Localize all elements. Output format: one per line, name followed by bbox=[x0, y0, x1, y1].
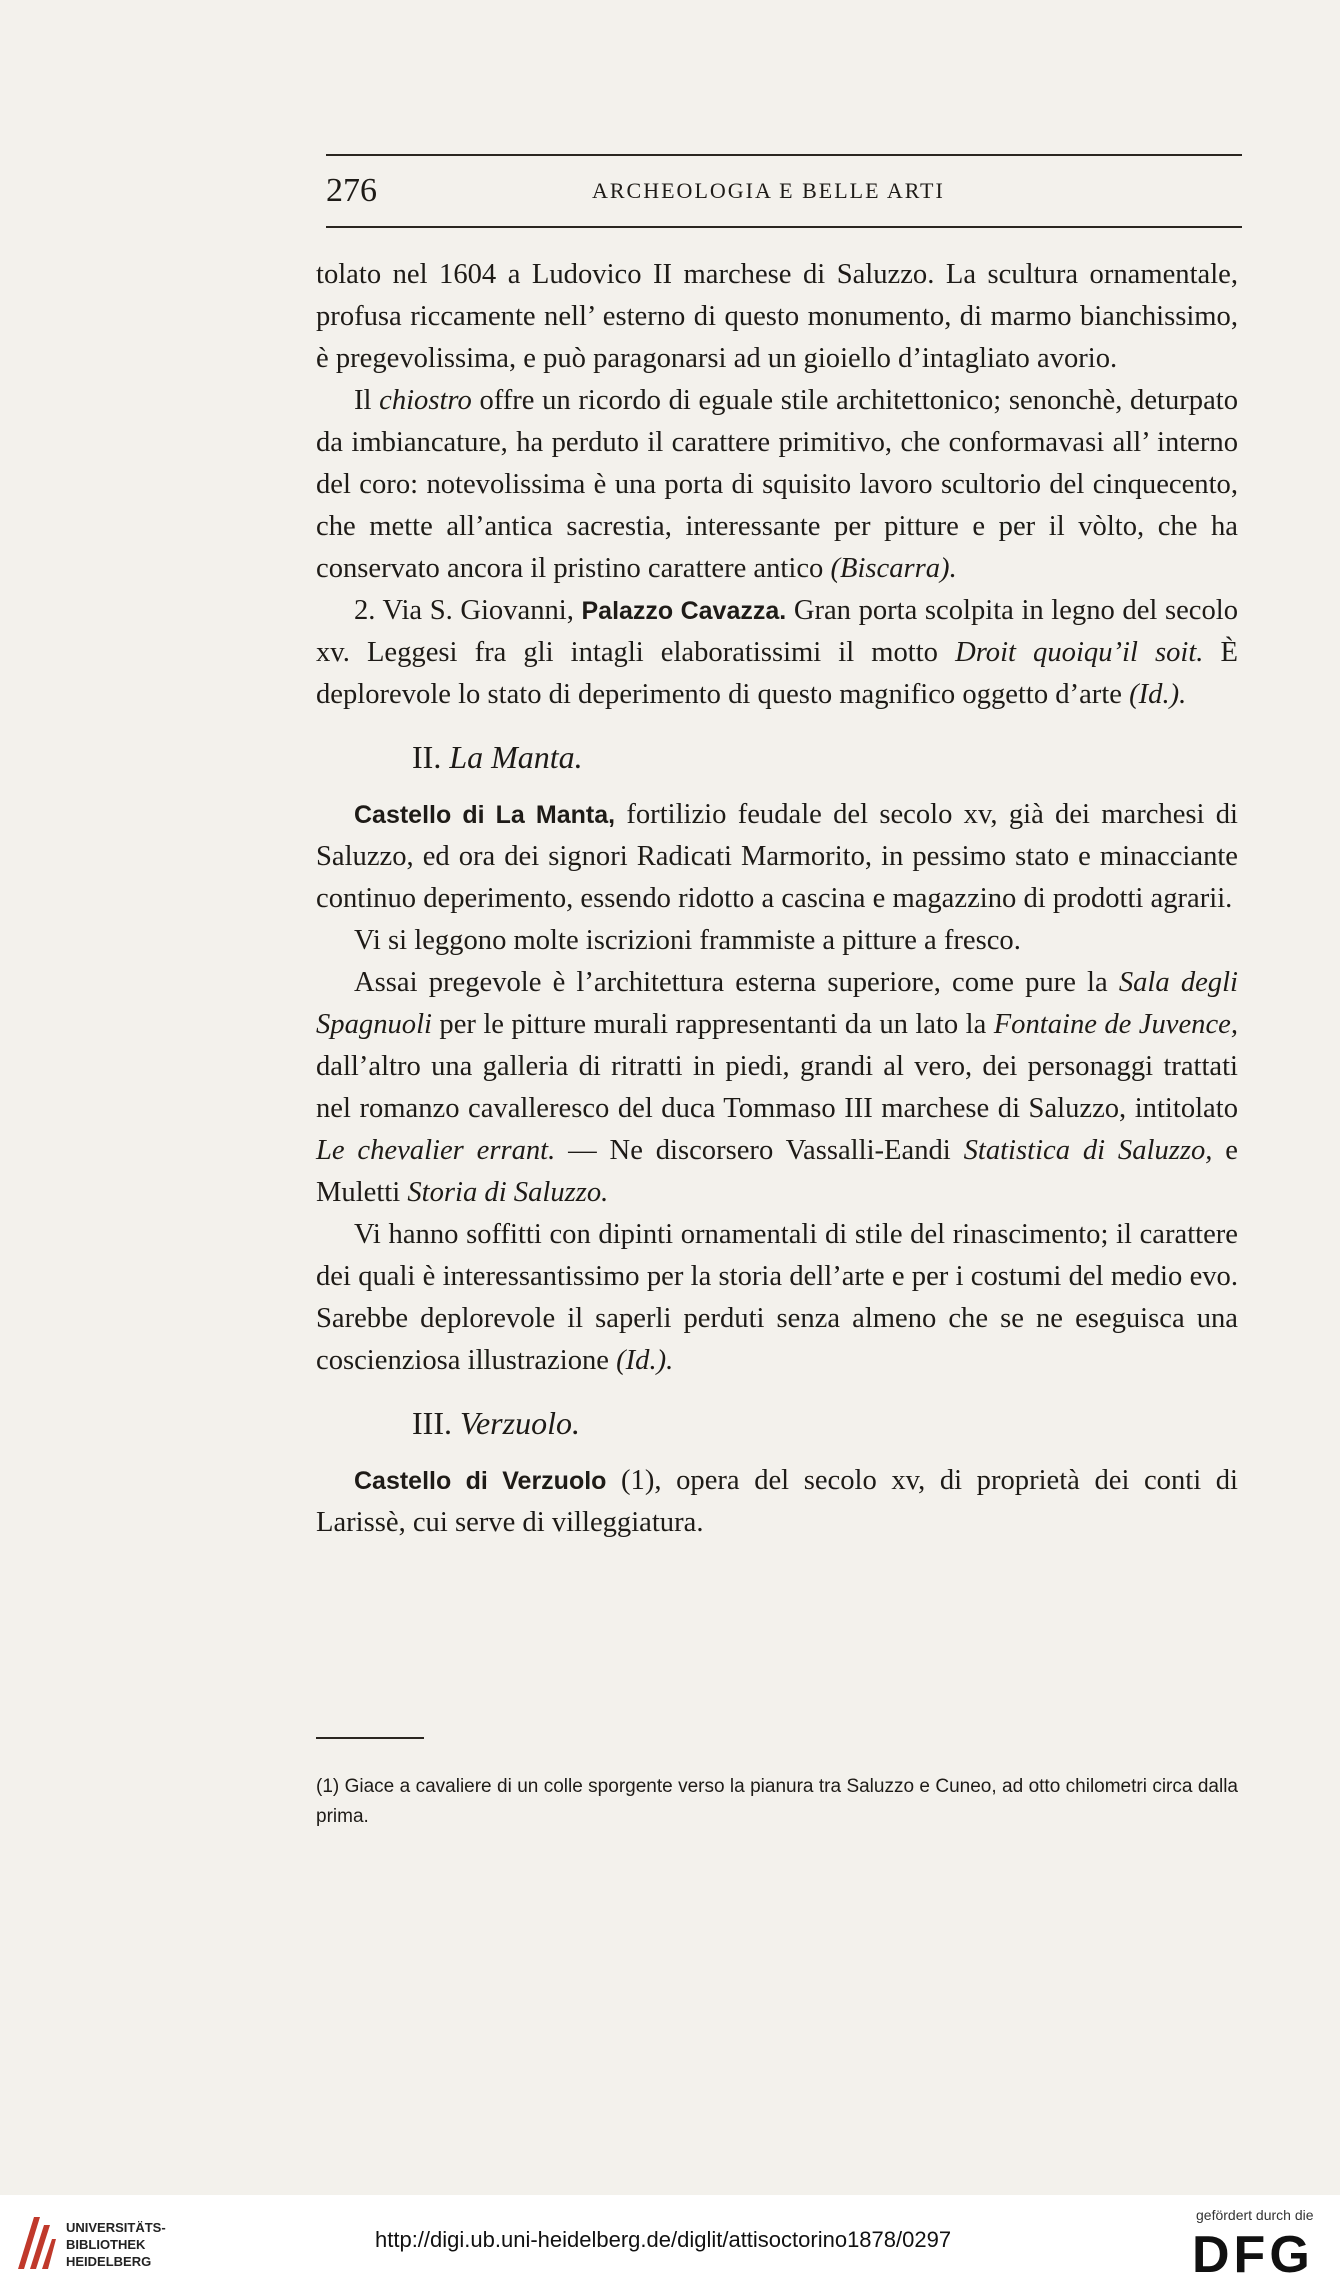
paragraph: Assai pregevole è l’architettura esterna superiore, come pure la Sala degli Spagnuoli per le pitture murali rappresentanti da un lato la Fontaine de Juvence, dall’altro una galleria di ritratti in piedi, grandi al vero, dei personaggi trattati nel romanzo cavalleresco del duca Tommaso III marchese di Saluzzo, intitolato Le chevalier errant. — Ne discorsero Vassalli-Eandi Statistica di Saluzzo, e Muletti Storia di Saluzzo. bbox=[316, 967, 1238, 1208]
header-rule-top bbox=[326, 154, 1242, 156]
funder-label: gefördert durch die bbox=[1196, 2207, 1314, 2223]
paragraph: Castello di Verzuolo (1), opera del secolo xv, di proprietà dei conti di Larissè, cui serve di villeggiatura. bbox=[316, 1465, 1238, 1538]
section-heading: II. La Manta. bbox=[412, 739, 583, 775]
paragraph: 2. Via S. Giovanni, Palazzo Cavazza. Gran porta scolpita in legno del secolo xv. Leggesi fra gli intagli elaboratissimi il motto Droit quoiqu’il soit. È deplorevole lo stato di deperimento di questo magnifico oggetto d’arte (Id.). bbox=[316, 595, 1239, 710]
paragraph: Vi si leggono molte iscrizioni frammiste a pitture a fresco. bbox=[354, 925, 1021, 956]
section-heading: III. Verzuolo. bbox=[412, 1405, 580, 1441]
page-number: 276 bbox=[326, 172, 377, 209]
footnote: (1) Giace a cavaliere di un colle sporgente verso la pianura tra Saluzzo e Cuneo, ad otto chilometri circa dalla prima. bbox=[316, 1776, 1238, 1827]
paragraph: Il chiostro offre un ricordo di eguale stile architettonico; senonchè, deturpato da imbiancature, ha perduto il carattere primitivo, che conformavasi all’ interno del coro: notevolissima è una porta di squisito lavoro scultorio del cinquecento, che mette all’antica sacrestia, interessante per pitture e per il vòlto, che ha conservato ancora il pristino carattere antico (Biscarra). bbox=[316, 385, 1238, 584]
footnote-rule bbox=[316, 1737, 424, 1739]
university-library-logo-icon bbox=[14, 2213, 56, 2273]
paragraph: Vi hanno soffitti con dipinti ornamentali di stile del rinascimento; il carattere dei quali è interessantissimo per la storia dell’arte e per i costumi del medio evo. Sarebbe deplorevole il saperli perduti senza almeno che se ne eseguisca una coscienziosa illustrazione (Id.). bbox=[316, 1219, 1238, 1376]
paragraph: Castello di La Manta, fortilizio feudale del secolo xv, già dei marchesi di Saluzzo, ed ora dei signori Radicati Marmorito, in pessimo stato e minacciante continuo deperimento, essendo ridotto a cascina e magazzino di prodotti agrarii. bbox=[316, 799, 1238, 914]
main-text bbox=[316, 254, 1238, 1544]
header-rule-bottom bbox=[326, 226, 1242, 228]
viewer-footer bbox=[0, 2195, 1340, 2291]
running-title: ARCHEOLOGIA E BELLE ARTI bbox=[592, 178, 945, 203]
running-header bbox=[326, 168, 1242, 212]
paragraph: tolato nel 1604 a Ludovico II marchese di Saluzzo. La scultura ornamentale, profusa riccamente nell’ esterno di questo monumento, di marmo bianchissimo, è pregevolissima, e può paragonarsi ad un gioiello d’intagliato avorio. bbox=[316, 259, 1238, 374]
permalink-url[interactable]: http://digi.ub.uni-heidelberg.de/diglit/attisoctorino1878/0297 bbox=[375, 2227, 952, 2252]
library-name: UNIVERSITÄTS- BIBLIOTHEK HEIDELBERG bbox=[66, 2220, 166, 2269]
dfg-logo: DFG bbox=[1192, 2226, 1314, 2284]
